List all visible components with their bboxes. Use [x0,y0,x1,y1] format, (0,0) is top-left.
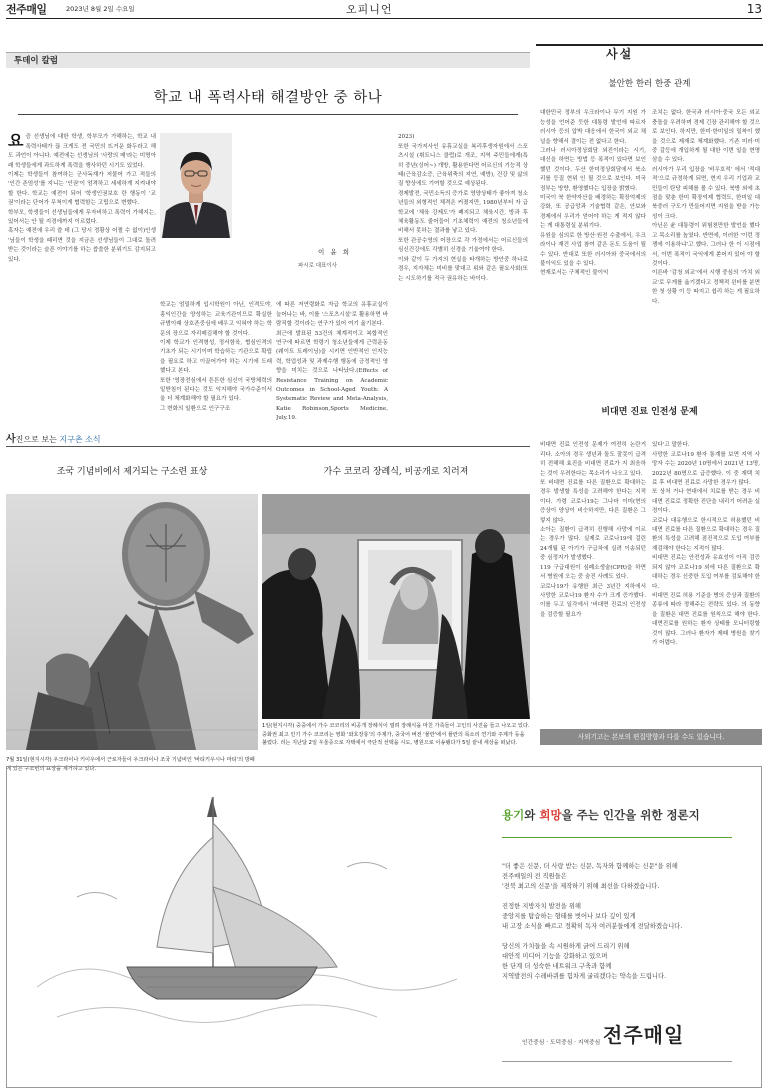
today-column-body-3: 에 따른 저연령화로 자급 학교의 유휴교실이 늘어나는 바, 이를 '스포츠시설'로 활용하면 바람직할 것이라는 연구가 있어 여기 옮기본다. 최근에 발표된 53건의 체계적이고 복합적인 연구에 따르면 학령기 청소년들에게 근력운동(웨이트 트레이닝)을 시키면 인반적인 인지능력, 학업성과 및 과제수행 행동에 긍정적인 영향을 미치는 것으로 나타났다.(Effects of Resistance Training on Academic Outcomes in School-Aged Youth: A Systematic Review and Meta-Analysis, Katie Robinson,Sports Medicine, July.19. [276,302,388,422]
editorial-subtitle-2: 비대면 진료 인전성 문제 [601,407,698,417]
editorial-1-text-b [652,100,760,392]
title-divider [18,114,518,115]
disclaimer-banner: 사외기고는 본보의 편집방향과 다를 수도 있습니다. [540,729,762,745]
editorial-2-body-a: 비대면 진료 인전성 문제가 여전히 논란거리다. 소아의 경우 생년과 돌도 잘못이 급격히 전해해 효진을 비대면 진료가 지 최음하는 것이 우려한다는 목소리가 나오고 있다. 또 비대면 진료를 다른 질환으로 확대하는 경우 발생할 특성을 고려해야 한다는 지적이다. 가령 코로나19는 그나마 이미(현의 증상이 양상이 비슷하지만, 다른 질환은 그렇지 않다. 소아는 질환이 급격히 진행해 사망에 이르는 경우가 많다. 실제로 코로나19에 걸린 24개월 된 아기가 구급차에 실려 이송되던 중 심정지가 발생했다. 119 구급대원이 심폐소생술(CPR)을 하면서 병원에 오는 중 숨진 사례도 있다. 코로나19가 유행한 최근 3년간 지하에서 사망한 코로나19 환자 수가 크게 증가했다. 이를 두고 일각에서 '비대면 진료의 인전성을 검증할 필요가 [540,442,646,618]
section-title: 오피니언 [346,3,393,16]
masthead [6,0,762,19]
newspaper-advertisement [6,766,762,1088]
today-column-body-1: 즘 선생님에 대한 학생, 학부모가 가해하는, 학교 내 폭력사태가 끊 크게도 전 국민의 뜨거운 화두라고 해도 과언이 아니다. 예전에는 선생님의 '사랑의 매'라는 미명아래 학생들에게 과도하게 폭력을 행사하던 시기도 있었다. 이제는 학생들이 참여하는 군사독재가 저물어 가고 적들의 '인간 존엄성'를 지니는 '인권'이 엄격하고 세세하게 지켜내야 할 한다. 학교는 예전이 되어 '학생인권보호 란 행동이 '교권'이라는 단어가 무척이게 협력함는 고립으로 변했다. 학부모, 학생들이 선생님들에게 무자비하고 폭력이 가해지는, 있어서는 안 될 지경에까지 이르렀다. 혹자는 예전에 우리 쓸 데 (그 당시 정황상 어쩔 수 없이)인생 '님들이 학생을 때리면 것을 지금은 선생님들이 그대로 돌려받는 것이라는 슬픈 이야기를 하는 씁쓸한 분위기도 감지되고 있다. [8,134,156,263]
right-photo-caption: 1일(현지시각) 중중에서 가수 코코리의 비공개 장례식이 열려 장례식을 마친 가족들이 고인의 사진을 들고 나오고 있다. 중화권 최고 인기 가수 코코리는 영화 '와호장룡'의 주제가, 중국어 버전 '뮬란'에서 뮬란의 목소리 연기와 주제가 등을 불렀다. 리는 지난달 2일 우울증으로 자택에서 극단적 선택을 시도, 병원으로 이송됐다가 5일 끝내 세상을 떠났다. [262,723,530,747]
photo-section-header [6,433,530,447]
ad-line: 당신의 가치들을 속 시원하게 긁어 드리기 위해 [502,943,630,950]
today-column-text-4 [398,124,528,424]
today-column-body-4: 2023) 또한 국가지사인 유휴교실을 복리후생자원에서 스포츠시설 (휘트니스 클럽)로 개조, 지역 주민들에게(특히 중년(싱어~) 개방, 활용한다면 어르신의 기능적 상태(근육감소증, 근육위축의 지연, 예방), 건강 및 삶의 질 향상에도 기여할 것으로 예상된다. 경제발전, 국민소득의 증가로 영양상태가 좋아져 청소년들의 외형적인 체격은 커졌지만, 1980년부터 자 급 학교에 '체육 강제도'가 폐지되고 체육시간, 방과 후 체육활동도 줄어들어 기초체력이 예전의 청소년들에 비해서 못하는 결과를 낳고 있다. 또한 관공수영의 어장으로 각 가정에서는 어르신들의 심신건강에도 각별히 신경을 기울여야 한다. 이와 같이 두 가지의 현실을 타개하는 방안중 하나로 경우, 지자체는 미비를 맞대고 위와 같은 필요사회(또는 시도하기를 적극 권유하는 바이다. [398,134,528,282]
ad-title-and: 와 [524,808,540,822]
today-column-title: 학교 내 폭력사태 해결방안 중 하나 [153,90,383,106]
page-number: 13 [746,2,762,16]
ad-title-courage: 용기 [502,808,525,822]
ad-line: 대안적 미디어 기능을 강화하고 있으며 [502,953,608,960]
photo-section-head-rest: 진으로 보는 [15,435,60,444]
ad-title-rest: 을 주는 인간을 위한 정론지 [561,808,700,822]
ad-line: "더 좋은 신문, 더 사랑 받는 신문, 독자와 함께하는 신문"을 위해 [502,863,678,870]
right-photo-title: 가수 코코리 장례식, 비공개로 치러져 [323,467,469,477]
left-photo-caption: 7월 31일(현지시각) 우크라이나 키이우에서 근로자들이 우크라이나 조국 기념비인 '바티키우시나 마티'의 방패에 있는 구소련의 표상을 제거하고 있다. [6,757,255,772]
photo-section-head-accent: 지구촌 소식 [59,435,101,444]
author-title: 파시로 대표이사 [298,263,337,269]
editorial-header [536,44,763,64]
ad-title-hope: 희망 [539,808,562,822]
ad-line: 한 단계 더 성숙한 네트워크 구축과 함께 [502,963,612,970]
author-portrait [160,133,232,238]
photo-section-head-big: 사 [6,434,16,445]
editorial-1-text-a [540,100,646,392]
editorial-label: 사설 [606,47,634,61]
today-column-body-2: 학교는 엄밀하게 입시학원이 아닌, 인격도야, 홍익인간을 양성하는 교육기관이므로 확실한 규범이래 상호존중심에 배우고 익혀야 하는 학문의 장으로 자리매김해야 할 것이다. 이제 학교가 인격형성, 정서함육, 협심인격의 기초가 되는 시기이며 학습하는 기관으로 확립을 필요로 하고 이끌어가야 하는 시기에 도래했다고 본다. 또한 '영장전심에서 튼튼한 심신이 국방체력의 밑받침이 된다는 것도 익지해야 국가수준이서 울 더 체계화해야 할 필요가 있다. 그 변화의 일환으로 인구구조 [160,302,272,412]
right-photo [262,494,530,719]
ad-title-rule [502,837,732,838]
left-photo-title: 조국 기념비에서 제거되는 구소련 표상 [56,467,208,477]
ad-logo: 전주매일 [603,1023,685,1047]
ad-motto: 인간중심 · 도덕중심 · 지역중심 [522,1040,601,1046]
brand-name: 전주매일 [6,3,47,16]
ad-line: 중앙지를 탐습하는 형태를 벗어나 보다 깊이 있게 [502,913,636,920]
editorial-2-body-b: 있다'고 말한다. 사망한 코로나19 환자 통계를 보면 지역 사망자 수는 2020년 10명에서 2021년 13명, 2022년 80명으로 급증했다. 이 중 재택 치료 후 비대면 진료로 사망한 경우가 많다. 또 상처 거나 현대에서 치료를 받는 경우 비대면 진료로 정확한 진단을 내리기 어려운 실정이다. 코로나 대유행으로 한시적으로 허용했던 비대면 진료를 다른 질환으로 확대하는 경우 질환의 특성을 고려해 점진적으로 도입 여부를 재검해야 한다는 지적이 많다. 비대면 진료는 안전성과 유효성이 아직 검증되지 않아 코로나19 외에 다른 질환으로 확대하는 경우 신중한 도입 여부를 검토해야 한다. 비대면 진료 허용 기준을 병의 증상과 질환의 종류에 따라 정해주는 전략도 있다. 의 동향을 질환은 대면 진료를 원칙으로 해야 한다. 대면진료를 원하는 환자 상태를 모니터링할 것이 많다. 그러나 환자가 제때 병원을 찾기가 어렵다. [652,442,760,646]
sailboat-illustration [17,777,487,1077]
ad-title [502,807,700,823]
editorial-2-text-b [652,432,760,724]
author-name: 이 윤 희 [318,248,351,256]
ad-line: 전주매일의 전 직원들은 [502,873,567,880]
ad-line: 지역발전의 수레바퀴를 힘차게 굴리겠다는 약속을 드립니다. [502,973,667,980]
editorial-1-body-b: 조치는 없다. 한국과 러시아·중국 모든 외교 충돌을 우려하며 경제 긴장 관리해야 할 것으로 보인다. 하지만, 한미·한미일의 밀착이 했을 것으로 제재로 체계화했다. 기존 미러·미중 갈등에 개입하게 될 대한 이번 일을 현명 삼을 수 있다. 러시아가 우리 입장을 '비우호적' 에서 '적대적'으로 규정하게 되면, 현지 우리 기업과 교민들이 탄당 피해를 볼 수 있다. 북방 외에 초점을 맞춘 한미 확장억제 협력도, 한미일 대 북중러 구도가 만들어지면 지원을 받을 가능성이 크다. 아닌은 윤 대통령이 위험천만한 발언을 했다고 목소리를 높였다. 반면에, 이러한 '이런 정쟁에 이용하냐'고 했다. 그러나 한 이 시점에서, 이번 폭적이 국익에게 쏟어지 있어 야 할 것이다. 이른바 '감청 외교'에서 시행 중심의 '가치 외교'로 무게를 옮기겠다고 정책적 윈터를 분면한 첫 상황 이 등 따지고 쉽리 하는 게 필요하다. [652,110,760,305]
drop-cap: 요 [8,131,24,151]
today-column-text-2 [160,292,272,424]
today-column-label: 투데이 칼럼 [14,56,59,66]
editorial-2-text-a [540,432,646,724]
editorial-subtitle-1: 불안한 한러 한중 관계 [608,79,691,89]
ad-line: '전북 최고의 신문'을 제작하기 위해 최선을 다하겠습니다. [502,883,660,890]
ad-footer-rule [502,1061,732,1062]
today-column-text-3 [276,292,388,424]
issue-date: 2023년 8월 2일 수요일 [66,5,135,13]
ad-line: 내 고장 소식을 빠르고 정확히 독자 여러분들에게 전달하겠습니다. [502,923,683,930]
today-column-header [6,52,530,68]
left-photo [6,494,258,750]
ad-line: 진정한 지방자치 발전을 위해 [502,903,581,910]
editorial-1-body-a: 대한민국 정부의 우크라이나 무기 지원 가능성을 언어준 듯한 대통령 발언에 따르자 러시아 등의 압박 대응에서 한국이 외교 채널을 향해서 결이는 전 없다고 한다. 그러나 러시아정상회담 외진이라는 시기, 대신을 하면는 방법 등 폭적이 있다면 보인했던 것이다. 두산 한미정상회담에서 북소리를 등질 현위 인 될 것으로 보인다. 미국 정부는 방향, 환영했다는 입장을 밝혔다. 미국이 북 한약자산을 배경하는 확장억제의 강화, 또 공급망과 기술협력 같은, 안보와 경제에서 우리가 얻어야 하는 게 적지 않다는 게 대통령실 분위기다. 유원을 심의로 한 방산·원전 수출에서, 우크라이나 재건 사업 참여 같은 돈도 도움이 될 수 있다. 반대로 또한 러시아와 중국에서의 불이익도 있을 수 있다. 현재로서는 구체적인 불이익 [540,110,646,277]
today-column-text-1 [8,124,156,424]
